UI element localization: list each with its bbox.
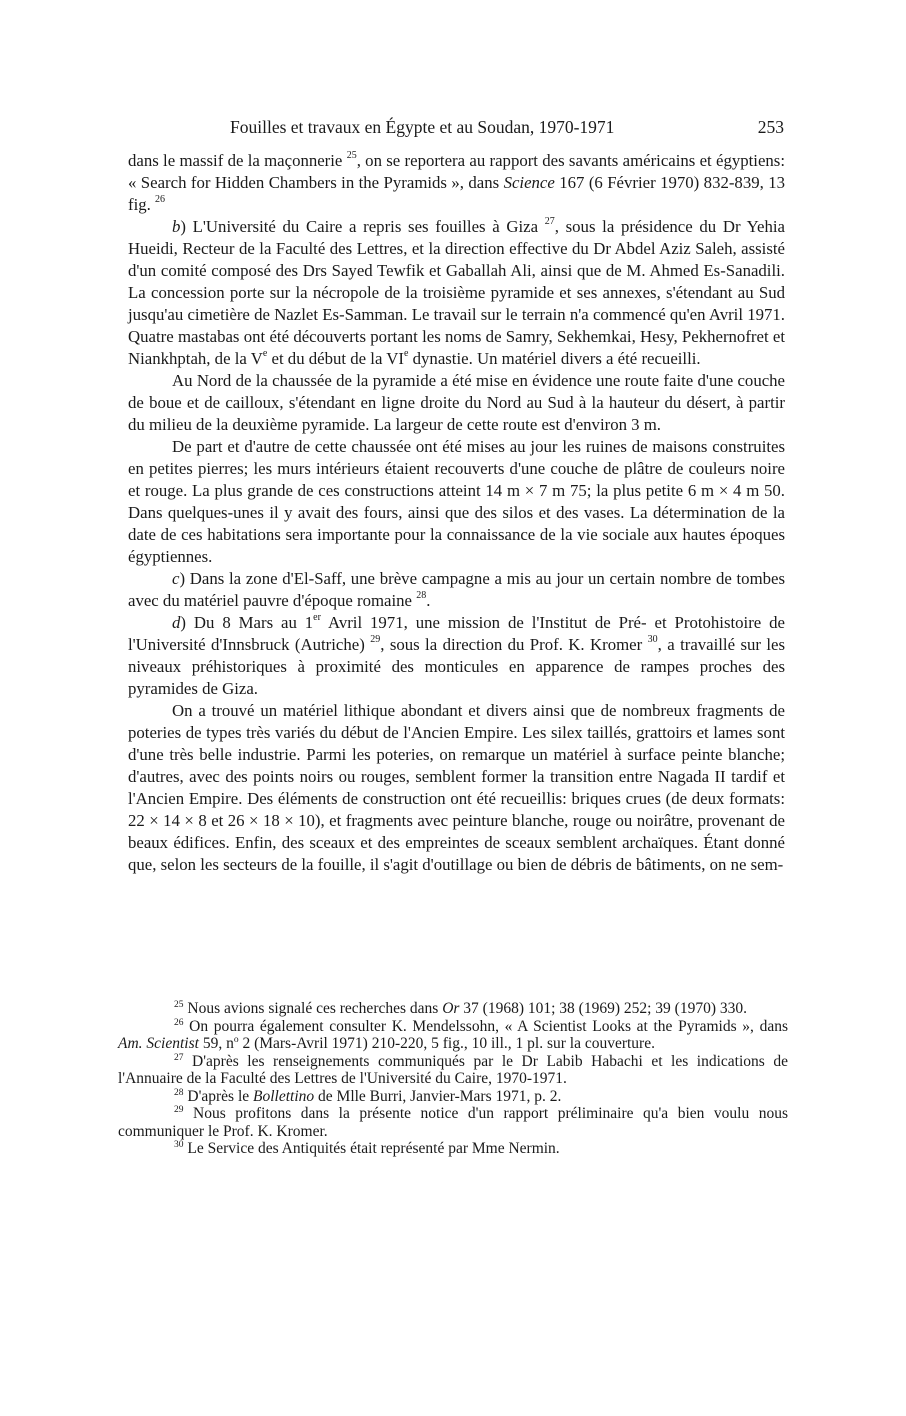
text-run: D'après le — [183, 1087, 254, 1105]
text-run: Nous avions signalé ces recherches dans — [183, 1000, 443, 1017]
superscript: o — [233, 1034, 239, 1045]
running-head — [150, 116, 784, 138]
superscript: e — [262, 348, 268, 360]
text-run: De part et d'autre de cette chaussée ont été mises au jour les ruines de maisons construites en petites pierres; les murs intérieurs étaient recouverts d'une couche de plâtre de couleurs noire et rouge. La plus grande de ces constructions atteint 14 m × 7 m 75; la plus petite 6 m × 4 m 50. Dans quelques-unes il y avait des fours, ainsi que des silos et des vases. La détermination de la date de ces habitations sera importante pour la connaissance de la vie sociale aux hautes époques égyptiennes. — [128, 437, 785, 566]
text-run: dynastie. Un matériel divers a été recueilli. — [408, 349, 701, 368]
paragraph-p4 — [128, 568, 785, 612]
text-run: ) L'Université du Caire a repris ses fouilles à Giza — [180, 217, 545, 236]
text-run: ) Dans la zone d'El-Saff, une brève campagne a mis au jour un certain nombre de tombes avec du matériel pauvre d'époque romaine — [128, 569, 785, 610]
text-run: , on se reportera au rapport des savants américains et égyptiens: « Search for Hidden Chambers in the Pyramids », dans — [128, 151, 785, 192]
page-number: 253 — [757, 117, 784, 137]
text-run: 37 (1968) 101; 38 (1969) 252; 39 (1970) 330. — [459, 1000, 748, 1017]
text-run: 59, n — [198, 1035, 234, 1052]
body-text — [128, 150, 785, 876]
paragraph-p3 — [128, 436, 785, 568]
superscript: 28 — [416, 590, 427, 602]
superscript: 27 — [174, 1052, 184, 1063]
superscript: 30 — [647, 634, 658, 646]
text-run: Le Service des Antiquités était représenté par Mme Nermin. — [183, 1140, 560, 1157]
italic-text: Science — [503, 173, 555, 192]
italic-text: Or — [442, 1000, 460, 1017]
superscript: 26 — [174, 1017, 184, 1028]
italic-text: d — [172, 613, 181, 632]
paragraph-p5 — [128, 612, 785, 700]
footnote-fn29 — [118, 1105, 788, 1140]
text-run: , a travaillé sur les niveaux préhistoriques à proximité des monticules en apparence de rampes proches des pyramides de Giza. — [128, 635, 786, 698]
italic-text: c — [172, 569, 180, 588]
footnote-fn25 — [118, 1000, 788, 1018]
paragraph-p2 — [128, 370, 785, 436]
superscript: 26 — [155, 194, 166, 206]
superscript: e — [404, 348, 409, 360]
paragraph-p6 — [128, 700, 785, 876]
text-run: 2 (Mars-Avril 1971) 210-220, 5 fig., 10 ill., 1 pl. sur la couverture. — [238, 1035, 655, 1052]
paragraph-p0 — [128, 150, 785, 216]
text-run: dans le massif de la maçonnerie — [128, 151, 347, 170]
text-run: Au Nord de la chaussée de la pyramide a été mise en évidence une route faite d'une couche de boue et de cailloux, s'étendant en ligne droite du Nord au Sud à la hauteur du désert, à partir du milieu de la deuxième pyramide. La largeur de cette route est d'environ 3 m. — [128, 371, 785, 434]
text-run: , sous la direction du Prof. K. Kromer — [380, 635, 648, 654]
text-run: On a trouvé un matériel lithique abondant et divers ainsi que de nombreux fragments de poteries de types très variés du début de l'Ancien Empire. Les silex taillés, grattoirs et lames sont d'une très belle industrie. Parmi les poteries, on remarque un matériel à surface peinte blanche; d'autres, avec des points noirs ou rouges, semblent former la transition entre Nagada II tardif et l'Ancien Empire. Des éléments de construction ont été recueillis: briques crues (de deux formats: 22 × 14 × 8 et 26 × 18 × 10), et fragments avec peinture blanche, rouge ou noirâtre, provenant de beaux édifices. Enfin, des sceaux et des empreintes de sceaux semblent archaïques. Étant donné que, selon les secteurs de la fouille, il s'agit d'outillage ou bien de débris de bâtiments, on ne sem- — [128, 701, 785, 874]
superscript: 29 — [370, 634, 381, 646]
footnote-fn28 — [118, 1088, 788, 1106]
footnote-fn30 — [118, 1140, 788, 1158]
superscript: 27 — [544, 216, 555, 228]
superscript: er — [313, 612, 321, 624]
superscript: 28 — [174, 1087, 184, 1098]
text-run: , sous la présidence du Dr Yehia Hueidi, Recteur de la Faculté des Lettres, et la direction effective du Dr Abdel Aziz Saleh, assisté d'un comité composé des Drs Sayed Tewfik et Gaballah Ali, ainsi que de M. Ahmed Es-Sanadili. La concession porte sur la nécropole de la troisième pyramide et ses annexes, s'étendant au Sud jusqu'au cimetière de Nazlet Es-Samman. Le travail sur le terrain n'a commencé qu'en Avril 1971. Quatre mastabas ont été découverts portant les noms de Samry, Sekhemkai, Hesy, Pekhernofret et Niankhptah, de la V — [128, 217, 785, 368]
superscript: 25 — [346, 150, 357, 162]
superscript: 30 — [174, 1139, 184, 1150]
superscript: 25 — [174, 999, 184, 1010]
italic-text: b — [172, 217, 181, 236]
text-run: ) Du 8 Mars au 1 — [180, 613, 314, 632]
text-run: et du début de la VI — [267, 349, 404, 368]
superscript: 29 — [174, 1104, 184, 1115]
footnote-fn27 — [118, 1053, 788, 1088]
italic-text: Am. Scientist — [118, 1035, 199, 1052]
text-run: On pourra également consulter K. Mendelssohn, « A Scientist Looks at the Pyramids », dans — [183, 1017, 788, 1035]
text-run: Nous profitons dans la présente notice d'un rapport préliminaire qu'a bien voulu nous communiquer le Prof. K. Kromer. — [118, 1105, 788, 1140]
text-run: 167 (6 Février 1970) 832-839, 13 fig. — [128, 173, 786, 214]
text-run: . — [426, 591, 431, 610]
italic-text: Bollettino — [253, 1087, 315, 1105]
running-title: Fouilles et travaux en Égypte et au Soudan, 1970-1971 — [230, 117, 615, 137]
footnotes — [118, 1000, 788, 1158]
text-run: Avril 1971, une mission de l'Institut de Pré- et Protohistoire de l'Université d'Innsbruck (Autriche) — [128, 613, 785, 654]
text-run: D'après les renseignements communiqués par le Dr Labib Habachi et les indications de l'Annuaire de la Faculté des Lettres de l'Université du Caire, 1970-1971. — [118, 1052, 788, 1087]
footnote-fn26 — [118, 1018, 788, 1053]
text-run: de Mlle Burri, Janvier-Mars 1971, p. 2. — [314, 1087, 562, 1105]
paragraph-p1 — [128, 216, 785, 370]
